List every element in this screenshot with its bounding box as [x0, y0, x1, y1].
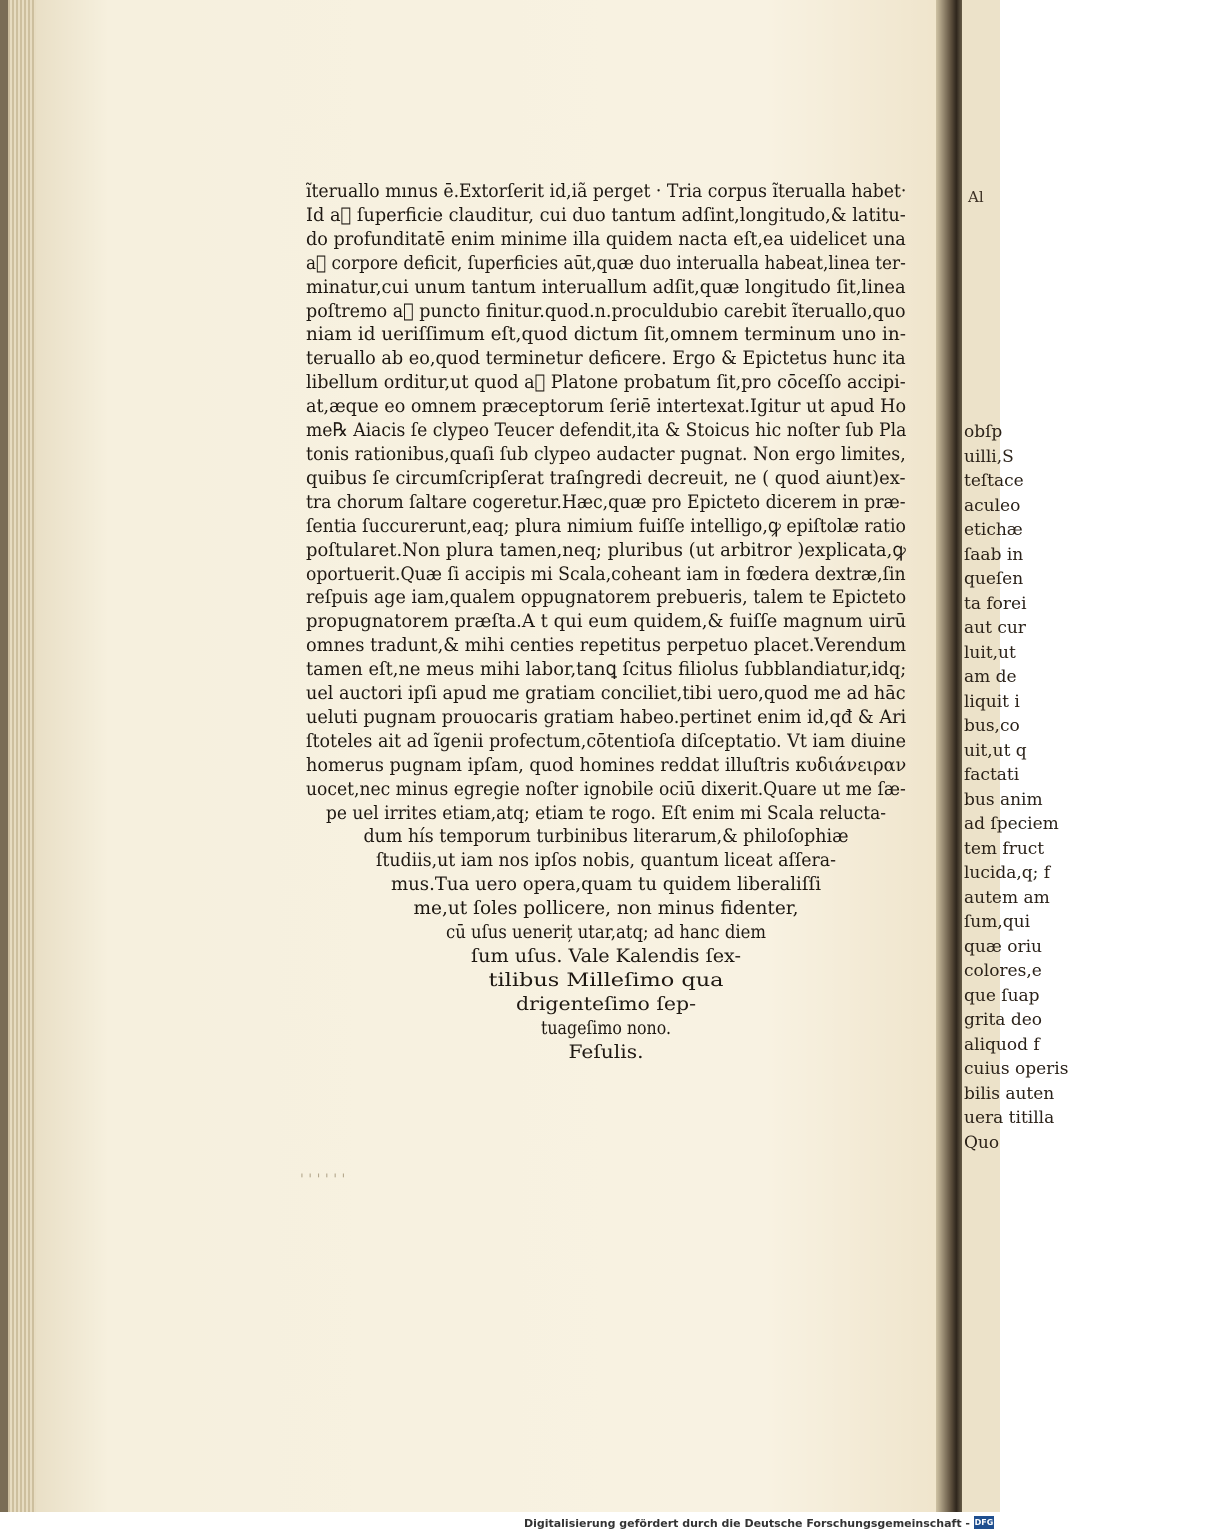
- facing-page-line: queſen: [964, 569, 1024, 589]
- facing-page-line: lucida,q; f: [964, 863, 1051, 883]
- facing-page-line: factati: [964, 765, 1020, 785]
- facing-page-line: ſaab in: [964, 544, 1024, 565]
- facing-page-line: etichæ: [964, 520, 1023, 540]
- facing-page-line: liquit i: [964, 691, 1020, 712]
- text-line: ſtudiis,ut iam nos ipſos nobis, quantum liceat aſſera-: [376, 849, 836, 872]
- text-line: omnes tradunt,& mihi centies repetitus perpetuo placet.Verendum: [306, 634, 907, 657]
- dfg-logo-icon: DFG: [974, 1518, 994, 1527]
- text-line: ſum uſus. Vale Kalendis ſex-: [471, 945, 741, 967]
- text-line: ĩteruallo mınus ē.Extorſerit id,iã perget · Tria corpus ĩterualla habet·: [306, 180, 907, 202]
- text-line: tonis rationibus,quaſi ſub clypeo audacter pugnat. Non ergo limites,: [306, 442, 906, 465]
- footer-credit: Digitalisierung gefördert durch die Deutsche Forschungsgemeinschaft -: [523, 1517, 970, 1530]
- text-line: teruallo ab eo,quod terminetur deficere. Ergo & Epictetus hunc ita: [306, 347, 906, 370]
- facing-page-line: bus,co: [964, 716, 1020, 736]
- facing-page-line: tem fruct: [964, 838, 1045, 859]
- facing-page-line: cuius operis: [964, 1059, 1069, 1079]
- facing-page-line: bus anim: [964, 789, 1043, 810]
- facing-page-line: autem am: [964, 887, 1050, 908]
- text-line: minatur,cui unum tantum interuallum adſit,quæ longitudo ſit,linea: [306, 275, 906, 298]
- facing-page-line: teſtace: [964, 471, 1024, 491]
- text-line: poſtremo a᷑ puncto finitur.quod.n.proculdubio carebit ĩteruallo,quo: [306, 299, 906, 322]
- facing-page-line: grita deo: [964, 1010, 1042, 1030]
- text-line: tuageſimo nono.: [541, 1016, 671, 1039]
- facing-page-line: Quo: [964, 1132, 1000, 1153]
- text-line: uocet,nec minus egregie noſter ignobile ociū dixerit.Quare ut me ſæ-: [306, 777, 906, 800]
- facing-page-line: aut cur: [964, 618, 1026, 638]
- text-line: ſentia ſuccurerunt,eaq; plura nimium fuiſſe intelligo,ꝙ epiſtolæ ratio: [306, 514, 906, 537]
- text-line: tilibus Milleſimo qua: [488, 968, 724, 991]
- text-line: pe uel irrites etiam,atq; etiam te rogo. Eſt enim mi Scala relucta-: [326, 801, 886, 824]
- facing-page-line: colores,e: [964, 961, 1042, 981]
- text-line: Id a᷑ ſuperficie clauditur, cui duo tantum adſint,longitudo,& latitu-: [306, 203, 906, 226]
- facing-page-header: Al: [968, 188, 984, 206]
- text-line: me℞ Aiacis ſe clypeo Teucer defendit,ita & Stoicus hic noſter ſub Pla: [306, 419, 907, 442]
- text-line: at,æque eo omnem præceptorum ſeriē intertexat.Igitur ut apud Ho: [306, 395, 907, 418]
- text-line: mus.Tua uero opera,quam tu quidem liberaliſſi: [391, 873, 821, 896]
- facing-page-line: uilli,S: [964, 446, 1014, 467]
- text-line: me,ut ſoles pollicere, non minus fidenter,: [413, 897, 799, 920]
- facing-page-line: aculeo: [964, 495, 1021, 516]
- text-line: propugnatorem præſta.A t qui eum quidem,& fuiſſe magnum uirū: [306, 610, 907, 633]
- main-text-block: [306, 180, 906, 1065]
- facing-page-line: que ſuap: [964, 985, 1040, 1006]
- text-line: cū uſus ueneriț utar,atq; ad hanc diem: [446, 921, 766, 944]
- text-line: tamen eſt,ne meus mihi labor,tanꝗ ſcitus filiolus ſubblandiatur,idq;: [306, 658, 907, 681]
- facing-page-line: aliquod f: [964, 1034, 1040, 1055]
- facing-page-line: am de: [964, 667, 1017, 687]
- text-line: niam id ueriſſimum eſt,quod dictum ſit,omnem terminum uno in-: [306, 323, 906, 346]
- left-binding-edge: [0, 0, 8, 1512]
- text-line: reſpuis age iam,qualem oppugnatorem prebueris, talem te Epicteto: [306, 586, 907, 609]
- bottom-marks: ' ' ' ' ' ': [300, 1172, 346, 1188]
- text-line: oportuerit.Quæ ſi accipis mi Scala,coheant iam in fœdera dextræ,ſin: [306, 562, 906, 585]
- facing-page-line: ta forei: [964, 593, 1027, 614]
- facing-page-line: quæ oriu: [964, 936, 1042, 957]
- facing-page-line: obſp: [964, 422, 1003, 442]
- facing-page-line: ſum,qui: [964, 912, 1031, 932]
- text-line: ſtoteles ait ad ĩgenii profectum,cōtentioſa diſceptatio. Vt iam diuine: [306, 729, 906, 752]
- facing-page-line: uit,ut q: [964, 740, 1027, 761]
- text-line: tra chorum ſaltare cogeretur.Hæc,quæ pro Epicteto dicerem in præ-: [306, 490, 906, 513]
- text-line: ueluti pugnam prouocaris gratiam habeo.pertinet enim id,qđ & Ari: [306, 705, 907, 728]
- facing-page-line: ad ſpeciem: [964, 814, 1059, 834]
- facing-page-line: bilis auten: [964, 1083, 1055, 1104]
- text-line: dum hís temporum turbinibus literarum,& philoſophiæ: [363, 825, 849, 848]
- text-line: libellum orditur,ut quod a᷑ Platone probatum ſit,pro cōceſſo accipi-: [306, 371, 906, 394]
- facing-page-line: uera titilla: [964, 1108, 1055, 1128]
- facing-page-line: luit,ut: [964, 642, 1016, 663]
- text-line: do profunditatē enim minime illa quidem nacta eſt,ea uidelicet una: [306, 227, 906, 250]
- text-line: drigenteſimo ſep-: [516, 992, 696, 1015]
- text-line: Feſulis.: [568, 1040, 644, 1063]
- text-line: homerus pugnam ipſam, quod homines reddat illuſtris κυδιάνειραν: [306, 753, 907, 776]
- text-line: poſtularet.Non plura tamen,neq; pluribus (ut arbitror )explicata,ꝙ: [306, 538, 906, 561]
- facing-page: [962, 0, 1069, 1512]
- text-line: quibus ſe circumſcripſerat traſngredi decreuit, ne ( quod aiunt)ex-: [306, 466, 906, 489]
- text-line: a᷑ corpore deficit, ſuperficies aūt,quæ duo interualla habeat,linea ter-: [306, 251, 906, 274]
- text-line: uel auctori ipſi apud me gratiam conciliet,tibi uero,quod me ad hāc: [306, 682, 906, 705]
